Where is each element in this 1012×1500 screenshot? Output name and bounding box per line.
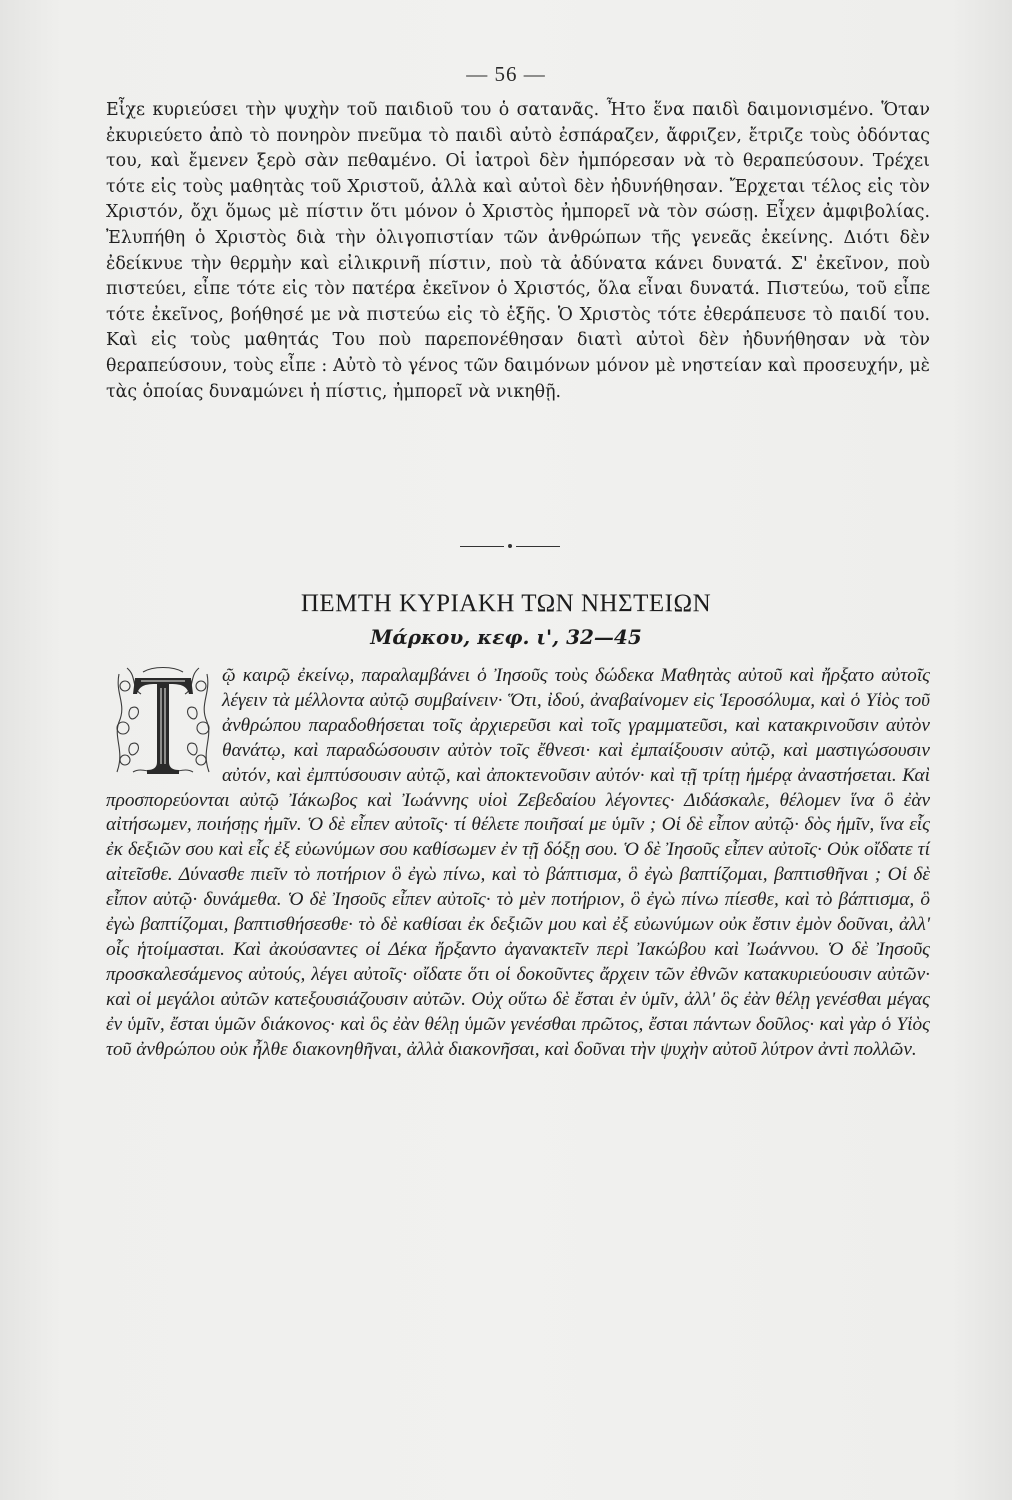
section-separator (460, 543, 560, 551)
page-number: — 56 — (466, 62, 546, 86)
previous-homily-text (106, 98, 930, 405)
separator-line-left (460, 546, 504, 547)
homily-paragraph: Εἶχε κυριεύσει τὴν ψυχὴν τοῦ παιδιοῦ του ὁ σατανᾶς. Ἦτο ἕνα παιδὶ δαιμονισμένο. Ὅταν ἐκυριεύετο ἀπὸ τὸ πονηρὸν πνεῦμα τὸ παιδὶ αὐτὸ ἐσπάραζεν, ἄφριζεν, ἔτριζε τοὺς ὀδόντας του, καὶ ἔμενεν ξερὸ σὰν πεθαμένο. Οἱ ἰατροὶ δὲν ἠμπόρεσαν νὰ τὸ θεραπεύσουν. Τρέχει τότε εἰς τοὺς μαθητὰς τοῦ Χριστοῦ, ἀλλὰ καὶ αὐτοὶ δὲν ἠδυνήθησαν. Ἔρχεται τέλος εἰς τὸν Χριστόν, ὄχι ὅμως μὲ πίστιν ὅτι μόνον ὁ Χριστὸς ἠμπορεῖ νὰ τὸν σώσῃ. Εἶχεν ἀμφιβολίας. Ἐλυπήθη ὁ Χριστὸς διὰ τὴν ὀλιγοπιστίαν τῶν ἀνθρώπων τῆς γενεᾶς ἐκείνης. Διότι δὲν ἐδείκνυε τὴν θερμὴν καὶ εἰλικρινῆ πίστιν, ποὺ τὰ ἀδύνατα κάνει δυνατά. Σ' ἐκεῖνον, ποὺ πιστεύει, εἶπε τότε εἰς τὸν πατέρα ἐκεῖνον ὁ Χριστός, ὅλα εἶναι δυνατά. Πιστεύω, τοῦ εἶπε τότε ἐκεῖνος, βοήθησέ με νὰ πιστεύω εἰς τὸ ἑξῆς. Ὁ Χριστὸς τότε ἐθεράπευσε τὸ παιδί του. Καὶ εἰς τοὺς μαθητάς Του ποὺ παρεπονέθησαν διατὶ αὐτοὶ δὲν ἠδυνήθησαν νὰ τὸν θεραπεύσουν, τοὺς εἶπε : Αὐτὸ τὸ γένος τῶν δαιμόνων μόνον μὲ νηστείαν καὶ προσευχήν, μὲ τὰς ὁποίας δυναμώνει ἡ πίστις, ἠμπορεῖ νὰ νικηθῇ. (106, 100, 930, 402)
gospel-reading-text (106, 664, 930, 1063)
section-title: ΠΕΜΤΗ ΚΥΡΙΑΚΗ ΤΩΝ ΝΗΣΤΕΙΩΝ (300, 590, 712, 617)
gospel-paragraph: ῷ καιρῷ ἐκείνῳ, παραλαμβάνει ὁ Ἰησοῦς τοὺς δώδεκα Μαθητὰς αὐτοῦ καὶ ἤρξατο αὐτοῖς λέγειν τὰ μέλλοντα αὐτῷ συμβαίνειν· Ὅτι, ἰδού, ἀναβαίνομεν εἰς Ἱεροσόλυμα, καὶ ὁ Υἱὸς τοῦ ἀνθρώπου παραδοθήσεται τοῖς ἀρχιερεῦσι καὶ τοῖς γραμματεῦσι, καὶ κατακρινοῦσιν αὐτὸν θανάτῳ, καὶ παραδώσουσιν αὐτὸν τοῖς ἔθνεσι· καὶ ἐμπαίξουσιν αὐτῷ, καὶ μαστιγώσουσιν αὐτόν, καὶ ἐμπτύσουσιν αὐτῷ, καὶ ἀποκτενοῦσιν αὐτόν· καὶ τῇ τρίτῃ ἡμέρᾳ ἀναστήσεται. Καὶ προσπορεύονται αὐτῷ Ἰάκωβος καὶ Ἰωάννης υἱοὶ Ζεβεδαίου λέγοντες· Διδάσκαλε, θέλομεν ἵνα ὃ ἐὰν αἰτήσωμεν, ποιήσῃς ἡμῖν. Ὁ δὲ εἶπεν αὐτοῖς· τί θέλετε ποιῆσαί με ὑμῖν ; Οἱ δὲ εἶπον αὐτῷ· δὸς ἡμῖν, ἵνα εἷς ἐκ δεξιῶν σου καὶ εἷς ἐξ εὐωνύμων σου καθίσωμεν ἐν τῇ δόξῃ σου. Ὁ δὲ Ἰησοῦς εἶπεν αὐτοῖς· Οὐκ οἴδατε τί αἰτεῖσθε. Δύνασθε πιεῖν τὸ ποτήριον ὃ ἐγὼ πίνω, καὶ τὸ βάπτισμα, ὃ ἐγὼ βαπτίζομαι, βαπτισθῆναι ; Οἱ δὲ εἶπον αὐτῷ· δυνάμεθα. Ὁ δὲ Ἰησοῦς εἶπεν αὐτοῖς· τὸ μὲν ποτήριον, ὃ ἐγὼ πίνω πίεσθε, καὶ τὸ βάπτισμα, ὃ ἐγὼ βαπτίζομαι, βαπτισθήσεσθε· τὸ δὲ καθίσαι ἐκ δεξιῶν μου καὶ ἐξ εὐωνύμων οὐκ ἔστιν ἐμὸν δοῦναι, ἀλλ' οἷς ἡτοίμασται. Καὶ ἀκούσαντες οἱ Δέκα ἤρξαντο ἀγανακτεῖν περὶ Ἰακώβου καὶ Ἰωάννου. Ὁ δὲ Ἰησοῦς προσκαλεσάμενος αὐτούς, λέγει αὐτοῖς· οἴδατε ὅτι οἱ δοκοῦντες ἄρχειν τῶν ἐθνῶν κατακυριεύουσιν αὐτῶν· καὶ οἱ μεγάλοι αὐτῶν κατεξουσιάζουσιν αὐτῶν. Οὐχ οὕτω δὲ ἔσται ἐν ὑμῖν, ἀλλ' ὃς ἐὰν θέλῃ γενέσθαι μέγας ἐν ὑμῖν, ἔσται ὑμῶν διάκονος· καὶ ὃς ἐὰν θέλῃ ὑμῶν γενέσθαι πρῶτος, ἔσται πάντων δοῦλος· καὶ γὰρ ὁ Υἱὸς τοῦ ἀνθρώπου οὐκ ἦλθε διακονηθῆναι, ἀλλὰ διακονῆσαι, καὶ δοῦναι τὴν ψυχὴν αὐτοῦ λύτρον ἀντὶ πολλῶν. (106, 665, 930, 1060)
scripture-reference: Μάρκου, κεφ. ι', 32—45 (370, 625, 642, 649)
separator-dot (508, 544, 512, 548)
separator-line-right (516, 546, 560, 547)
drop-cap-spacer (106, 664, 222, 784)
